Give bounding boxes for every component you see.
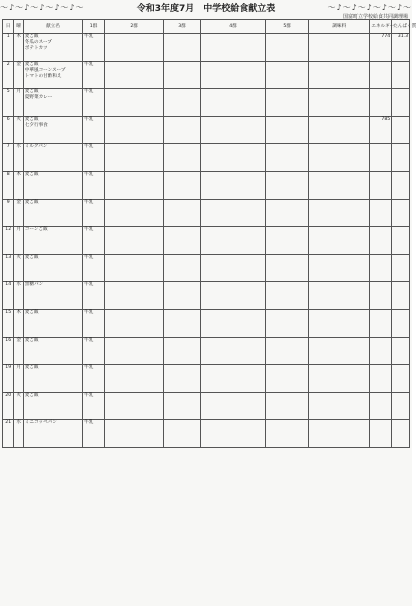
day-cell: 1 (3, 34, 14, 62)
protein-cell (392, 392, 410, 420)
menu-cell (23, 89, 82, 117)
milk-cell: 牛乳 (83, 309, 105, 337)
menu-item: 麦ご飯 (24, 89, 39, 95)
decoration-right: 〜♪〜♪〜♪〜♪〜♪〜 (327, 2, 412, 12)
green4-food-cell (200, 144, 266, 172)
col-green3: 3群 (164, 20, 200, 34)
energy-cell (370, 254, 392, 282)
weekday-cell: 木 (14, 171, 23, 199)
yellow-food-cell (266, 392, 309, 420)
table-row (3, 337, 410, 365)
energy-cell (370, 337, 392, 365)
day-cell: 20 (3, 392, 14, 420)
yellow-food-cell (266, 254, 309, 282)
green4-food-cell (200, 227, 266, 255)
red-food-cell (104, 420, 163, 448)
energy-cell: 774 (370, 34, 392, 62)
menu-item: 麦ご飯 (24, 61, 39, 67)
green3-food-cell (164, 420, 200, 448)
menu-cell (23, 309, 82, 337)
green3-food-cell (164, 61, 200, 89)
day-cell: 5 (3, 89, 14, 117)
green4-food-cell (200, 337, 266, 365)
menu-cell (23, 254, 82, 282)
day-cell: 14 (3, 282, 14, 310)
energy-cell (370, 61, 392, 89)
green3-food-cell (164, 392, 200, 420)
weekday-cell: 火 (14, 254, 23, 282)
energy-cell (370, 227, 392, 255)
menu-item: トマトの甘酢和え (24, 73, 62, 79)
weekday-cell: 水 (14, 282, 23, 310)
table-row (3, 365, 410, 393)
day-cell: 15 (3, 309, 14, 337)
table-row (3, 420, 410, 448)
seasoning-cell (308, 34, 369, 62)
energy-cell (370, 365, 392, 393)
milk-cell: 牛乳 (83, 89, 105, 117)
col-protein: たんぱく質 (392, 20, 410, 34)
seasoning-cell (308, 199, 369, 227)
menu-cell (23, 61, 82, 89)
milk-cell: 牛乳 (83, 254, 105, 282)
seasoning-cell (308, 171, 369, 199)
yellow-food-cell (266, 61, 309, 89)
seasoning-cell (308, 337, 369, 365)
table-row (3, 254, 410, 282)
day-cell: 8 (3, 171, 14, 199)
energy-cell (370, 171, 392, 199)
red-food-cell (104, 337, 163, 365)
protein-cell: 31.3 (392, 34, 410, 62)
weekday-cell: 火 (14, 116, 23, 144)
col-green4: 4群 (200, 20, 266, 34)
menu-item: 冬瓜のスープ (24, 40, 52, 45)
green4-food-cell (200, 309, 266, 337)
table-row (3, 282, 410, 310)
seasoning-cell (308, 61, 369, 89)
energy-cell (370, 420, 392, 448)
day-cell: 12 (3, 227, 14, 255)
red-food-cell (104, 171, 163, 199)
yellow-food-cell (266, 227, 309, 255)
table-row (3, 227, 410, 255)
green4-food-cell (200, 254, 266, 282)
weekday-cell: 木 (14, 309, 23, 337)
seasoning-cell (308, 309, 369, 337)
red-food-cell (104, 309, 163, 337)
protein-cell (392, 61, 410, 89)
green3-food-cell (164, 254, 200, 282)
red-food-cell (104, 199, 163, 227)
weekday-cell: 月 (14, 227, 23, 255)
table-row (3, 144, 410, 172)
green4-food-cell (200, 365, 266, 393)
seasoning-cell (308, 254, 369, 282)
yellow-food-cell (266, 171, 309, 199)
yellow-food-cell (266, 309, 309, 337)
menu-item: 中華風コーンスープ (24, 67, 66, 73)
milk-cell: 牛乳 (83, 144, 105, 172)
menu-cell (23, 116, 82, 144)
col-red2: 2群 (104, 20, 163, 34)
yellow-food-cell (266, 337, 309, 365)
menu-item: 七夕行事食 (24, 122, 48, 128)
day-cell: 9 (3, 199, 14, 227)
protein-cell (392, 199, 410, 227)
menu-item: 夏野菜カレー (24, 95, 53, 101)
table-row (3, 116, 410, 144)
green4-food-cell (200, 420, 266, 448)
milk-cell: 牛乳 (83, 61, 105, 89)
seasoning-cell (308, 420, 369, 448)
table-row (3, 89, 410, 117)
green3-food-cell (164, 282, 200, 310)
milk-cell: 牛乳 (83, 365, 105, 393)
green3-food-cell (164, 227, 200, 255)
seasoning-cell (308, 89, 369, 117)
milk-cell: 牛乳 (83, 392, 105, 420)
green4-food-cell (200, 282, 266, 310)
green3-food-cell (164, 309, 200, 337)
table-row (3, 34, 410, 62)
menu-item: 麦ご飯 (24, 254, 39, 260)
day-cell: 2 (3, 61, 14, 89)
green3-food-cell (164, 116, 200, 144)
green4-food-cell (200, 61, 266, 89)
seasoning-cell (308, 116, 369, 144)
day-cell: 16 (3, 337, 14, 365)
yellow-food-cell (266, 116, 309, 144)
yellow-food-cell (266, 420, 309, 448)
menu-item: 麦ご飯 (24, 365, 39, 371)
green3-food-cell (164, 144, 200, 172)
red-food-cell (104, 89, 163, 117)
col-red1: 1群 (83, 20, 105, 34)
protein-cell (392, 89, 410, 117)
page-title: 令和3年度7月 中学校給食献立表 (136, 3, 276, 14)
seasoning-cell (308, 365, 369, 393)
energy-cell (370, 89, 392, 117)
weekday-cell: 金 (14, 337, 23, 365)
menu-item: 黒糖パン (24, 282, 44, 288)
protein-cell (392, 116, 410, 144)
weekday-cell: 金 (14, 61, 23, 89)
green3-food-cell (164, 34, 200, 62)
red-food-cell (104, 34, 163, 62)
col-day: 日 (3, 20, 14, 34)
protein-cell (392, 420, 410, 448)
day-cell: 6 (3, 116, 14, 144)
green4-food-cell (200, 199, 266, 227)
weekday-cell: 月 (14, 365, 23, 393)
red-food-cell (104, 365, 163, 393)
menu-cell (23, 144, 82, 172)
milk-cell: 牛乳 (83, 420, 105, 448)
yellow-food-cell (266, 282, 309, 310)
red-food-cell (104, 392, 163, 420)
menu-item: ミニコッペパン (24, 420, 57, 426)
menu-cell (23, 227, 82, 255)
energy-cell (370, 282, 392, 310)
green4-food-cell (200, 34, 266, 62)
seasoning-cell (308, 144, 369, 172)
protein-cell (392, 227, 410, 255)
protein-cell (392, 254, 410, 282)
milk-cell: 牛乳 (83, 199, 105, 227)
weekday-cell: 金 (14, 199, 23, 227)
menu-cell (23, 392, 82, 420)
green3-food-cell (164, 89, 200, 117)
green3-food-cell (164, 171, 200, 199)
protein-cell (392, 144, 410, 172)
red-food-cell (104, 144, 163, 172)
red-food-cell (104, 227, 163, 255)
milk-cell: 牛乳 (83, 171, 105, 199)
red-food-cell (104, 254, 163, 282)
table-row (3, 392, 410, 420)
yellow-food-cell (266, 199, 309, 227)
weekday-cell: 水 (14, 420, 23, 448)
energy-cell (370, 309, 392, 337)
yellow-food-cell (266, 365, 309, 393)
day-cell: 21 (3, 420, 14, 448)
protein-cell (392, 171, 410, 199)
table-row (3, 309, 410, 337)
day-cell: 13 (3, 254, 14, 282)
green3-food-cell (164, 199, 200, 227)
menu-item: ミルクパン (24, 144, 48, 150)
protein-cell (392, 337, 410, 365)
menu-item: 麦ご飯 (24, 337, 39, 343)
menu-cell (23, 282, 82, 310)
menu-table (2, 19, 416, 448)
green4-food-cell (200, 171, 266, 199)
energy-cell: 785 (370, 116, 392, 144)
green4-food-cell (200, 89, 266, 117)
menu-item: ポテトカツ (24, 46, 48, 51)
menu-item: 麦ご飯 (24, 199, 39, 205)
seasoning-cell (308, 392, 369, 420)
milk-cell: 牛乳 (83, 227, 105, 255)
menu-cell (23, 420, 82, 448)
menu-item: コーンご飯 (24, 227, 48, 233)
day-cell: 19 (3, 365, 14, 393)
header-row (3, 20, 410, 34)
menu-item: 麦ご飯 (24, 34, 39, 39)
milk-cell: 牛乳 (83, 34, 105, 62)
yellow-food-cell (266, 34, 309, 62)
menu-cell (23, 337, 82, 365)
energy-cell (370, 144, 392, 172)
col-energy: エネルギー (370, 20, 392, 34)
milk-cell: 牛乳 (83, 282, 105, 310)
green3-food-cell (164, 337, 200, 365)
decoration-left: 〜♪〜♪〜♪〜♪〜♪〜 (0, 2, 85, 12)
menu-cell (23, 199, 82, 227)
weekday-cell: 木 (14, 34, 23, 62)
red-food-cell (104, 282, 163, 310)
table-row (3, 61, 410, 89)
energy-cell (370, 199, 392, 227)
table-row (3, 171, 410, 199)
milk-cell: 牛乳 (83, 116, 105, 144)
seasoning-cell (308, 227, 369, 255)
col-weekday: 曜 (14, 20, 23, 34)
day-cell: 7 (3, 144, 14, 172)
menu-item: 麦ご飯 (24, 309, 39, 315)
protein-cell (392, 282, 410, 310)
organization-label: 国富町立学校給食共同調理場 (342, 14, 408, 20)
menu-item: 麦ご飯 (24, 171, 39, 177)
energy-cell (370, 392, 392, 420)
weekday-cell: 火 (14, 392, 23, 420)
yellow-food-cell (266, 89, 309, 117)
menu-cell (23, 365, 82, 393)
menu-cell (23, 34, 82, 62)
title-bar (0, 0, 412, 14)
weekday-cell: 水 (14, 144, 23, 172)
green4-food-cell (200, 116, 266, 144)
red-food-cell (104, 116, 163, 144)
seasoning-cell (308, 282, 369, 310)
protein-cell (392, 365, 410, 393)
table-row (3, 199, 410, 227)
menu-cell (23, 171, 82, 199)
green3-food-cell (164, 365, 200, 393)
col-yellow5: 5群 (266, 20, 309, 34)
col-menu: 献立名 (23, 20, 82, 34)
menu-item: 麦ご飯 (24, 116, 39, 122)
weekday-cell: 月 (14, 89, 23, 117)
green4-food-cell (200, 392, 266, 420)
red-food-cell (104, 61, 163, 89)
yellow-food-cell (266, 144, 309, 172)
protein-cell (392, 309, 410, 337)
milk-cell: 牛乳 (83, 337, 105, 365)
col-seasoning: 調味料 (308, 20, 369, 34)
menu-item: 麦ご飯 (24, 392, 39, 398)
